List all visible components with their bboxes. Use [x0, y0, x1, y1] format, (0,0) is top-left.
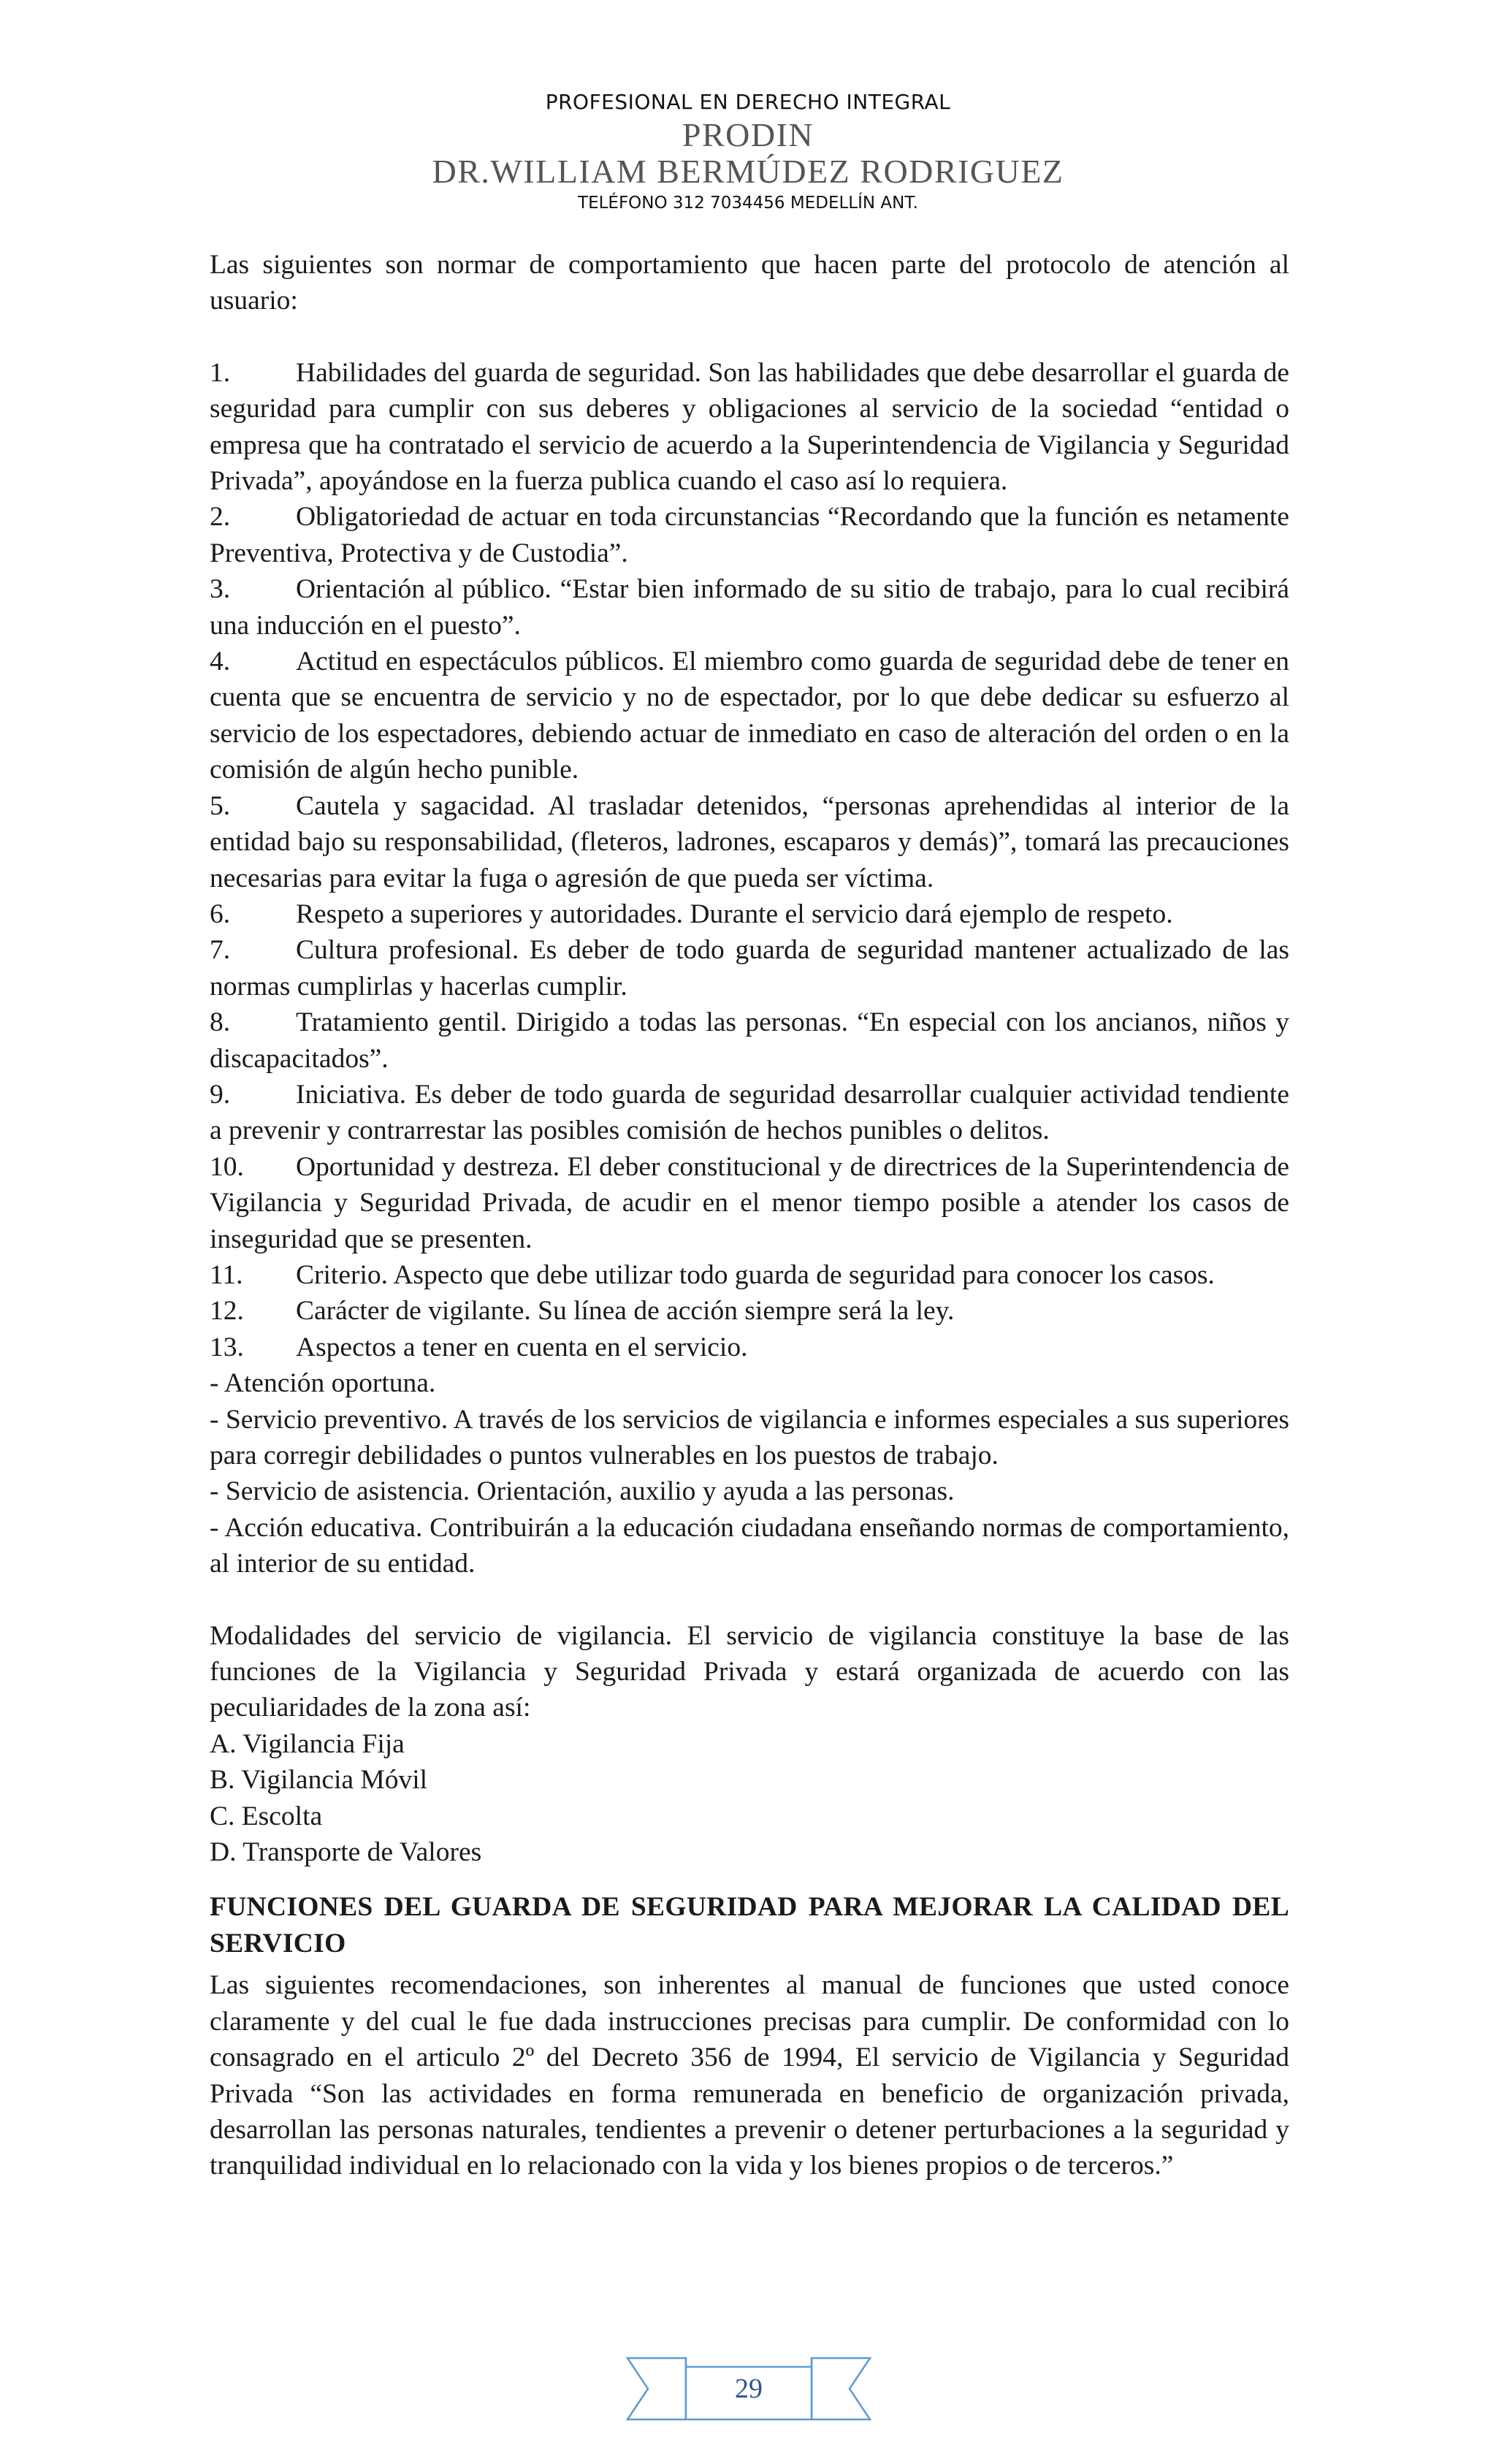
item-text: Orientación al público. “Estar bien informado de su sitio de trabajo, para lo cual recibirá una inducción en el puesto”.	[210, 574, 1289, 641]
item-text: Criterio. Aspecto que debe utilizar todo guarda de seguridad para conocer los casos.	[296, 1259, 1215, 1290]
aspect-item: - Atención oportuna.	[210, 1368, 436, 1399]
item-number: 5.	[210, 790, 231, 821]
item-text: Respeto a superiores y autoridades. Durante el servicio dará ejemplo de respeto.	[296, 899, 1173, 929]
modalities-paragraph: Modalidades del servicio de vigilancia. El servicio de vigilancia constituye la base de las funciones de la Vigilancia y Seguridad Privada y estará organizada de acuerdo con las peculiaridades de la zona así:	[210, 1620, 1289, 1723]
modality-item: C. Escolta	[210, 1801, 323, 1831]
item-text: Aspectos a tener en cuenta en el servicio.	[296, 1332, 748, 1362]
item-number: 9.	[210, 1079, 231, 1110]
item-number: 8.	[210, 1007, 231, 1038]
item-text: Iniciativa. Es deber de todo guarda de seguridad desarrollar cualquier actividad tendiente a prevenir y contrarrestar las posibles comisión de hechos punibles o delitos.	[210, 1079, 1289, 1146]
list-item	[210, 1330, 1289, 1365]
list-item	[210, 644, 1289, 788]
list-item	[210, 499, 1289, 571]
item-number: 7.	[210, 935, 231, 966]
document-body	[210, 247, 1289, 2184]
item-number: 3.	[210, 574, 231, 605]
item-number: 13.	[210, 1332, 244, 1362]
header-profession: PROFESIONAL EN DERECHO INTEGRAL	[545, 90, 951, 114]
modality-item: D. Transporte de Valores	[210, 1837, 482, 1868]
item-number: 12.	[210, 1296, 244, 1327]
closing-paragraph: Las siguientes recomendaciones, son inherentes al manual de funciones que usted conoce claramente y del cual le fue dada instrucciones precisas para cumplir. De conformidad con lo consagrado en el articulo 2º del Decreto 356 de 1994, El servicio de Vigilancia y Seguridad Privada “Son las actividades en forma remunerada en beneficio de organización privada, desarrollan las personas naturales, tendientes a prevenir o detener perturbaciones a la seguridad y tranquilidad individual en lo relacionado con la vida y los bienes propios o de terceros.”	[210, 1970, 1289, 2181]
list-item	[210, 1257, 1289, 1293]
item-text: Oportunidad y destreza. El deber constitucional y de directrices de la Superintendencia de Vigilancia y Seguridad Privada, de acudir en el menor tiempo posible a atender los casos de inseguridad que se presenten.	[210, 1151, 1289, 1254]
aspect-item: - Servicio de asistencia. Orientación, auxilio y ayuda a las personas.	[210, 1476, 955, 1507]
list-item	[210, 1149, 1289, 1257]
item-text: Carácter de vigilante. Su línea de acción siempre será la ley.	[296, 1296, 955, 1327]
item-number: 2.	[210, 502, 231, 533]
list-item	[210, 571, 1289, 644]
item-text: Tratamiento gentil. Dirigido a todas las personas. “En especial con los ancianos, niños y discapacitados”.	[210, 1007, 1289, 1074]
item-number: 11.	[210, 1259, 243, 1290]
header-phone: TELÉFONO 312 7034456 MEDELLÍN ANT.	[578, 194, 918, 213]
header-brand: PRODIN	[682, 116, 814, 153]
item-text: Cautela y sagacidad. Al trasladar detenidos, “personas aprehendidas al interior de la entidad bajo su responsabilidad, (fleteros, ladrones, escaparos y demás)”, tomará las precauciones necesarias para evitar la fuga o agresión de que pueda ser víctima.	[210, 790, 1289, 893]
modality-item: A. Vigilancia Fija	[210, 1728, 405, 1759]
item-text: Obligatoriedad de actuar en toda circunstancias “Recordando que la función es netamente Preventiva, Protectiva y de Custodia”.	[210, 502, 1289, 568]
section-heading: FUNCIONES DEL GUARDA DE SEGURIDAD PARA MEJORAR LA CALIDAD DEL SERVICIO	[210, 1892, 1289, 1958]
modality-item: B. Vigilancia Móvil	[210, 1765, 428, 1796]
list-item	[210, 355, 1289, 500]
item-number: 4.	[210, 646, 231, 677]
item-text: Cultura profesional. Es deber de todo guarda de seguridad mantener actualizado de las normas cumplirlas y hacerlas cumplir.	[210, 935, 1289, 1002]
aspect-item: - Acción educativa. Contribuirán a la educación ciudadana enseñando normas de comportamiento, al interior de su entidad.	[210, 1512, 1289, 1579]
list-item	[210, 1293, 1289, 1329]
aspect-item: - Servicio preventivo. A través de los servicios de vigilancia e informes especiales a sus superiores para corregir debilidades o puntos vulnerables en los puestos de trabajo.	[210, 1404, 1289, 1471]
aspects-list	[210, 1365, 1289, 1582]
item-text: Habilidades del guarda de seguridad. Son las habilidades que debe desarrollar el guarda de seguridad para cumplir con sus deberes y obligaciones al servicio de la sociedad “entidad o empresa que ha contratado el servicio de acuerdo a la Superintendencia de Vigilancia y Seguridad Privada”, apoyándose en la fuerza publica cuando el caso así lo requiera.	[210, 357, 1289, 497]
page-number-ribbon	[625, 2351, 873, 2427]
item-number: 10.	[210, 1151, 244, 1182]
list-item	[210, 788, 1289, 896]
item-number: 1.	[210, 357, 231, 388]
list-item	[210, 896, 1289, 932]
page-number: 29	[735, 2373, 763, 2404]
item-text: Actitud en espectáculos públicos. El miembro como guarda de seguridad debe de tener en cuenta que se encuentra de servicio y no de espectador, por lo que debe dedicar su esfuerzo al servicio de los espectadores, debiendo actuar de inmediato en caso de alteración del orden o en la comisión de algún hecho punible.	[210, 646, 1289, 785]
header-author: DR.WILLIAM BERMÚDEZ RODRIGUEZ	[432, 153, 1064, 190]
item-number: 6.	[210, 899, 231, 929]
list-item	[210, 1077, 1289, 1149]
intro-paragraph: Las siguientes son normar de comportamiento que hacen parte del protocolo de atención al usuario:	[210, 250, 1289, 316]
list-item	[210, 932, 1289, 1004]
norms-list	[210, 355, 1289, 1365]
page-header	[0, 88, 1496, 216]
list-item	[210, 1004, 1289, 1077]
modalities-list	[210, 1726, 1289, 1871]
